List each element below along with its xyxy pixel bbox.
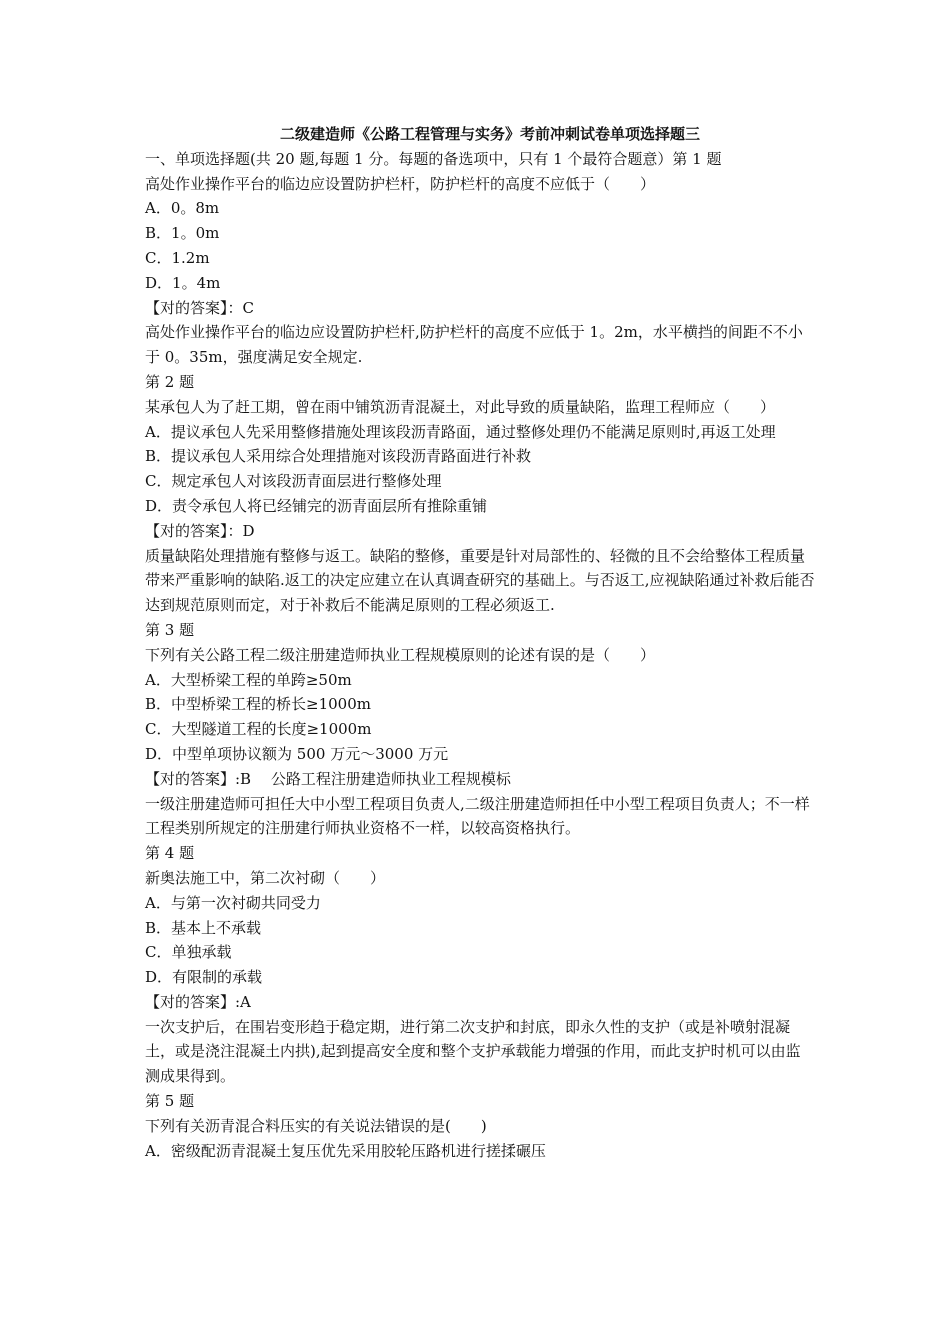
text-line: D．有限制的承载 (145, 968, 263, 987)
text-line: D．责令承包人将已经铺完的沥青面层所有推除重铺 (145, 496, 488, 515)
text-line: C．规定承包人对该段沥青面层进行整修处理 (145, 472, 442, 491)
text-line: 【对的答案】：D (145, 521, 255, 540)
text-line: 质量缺陷处理措施有整修与返工。缺陷的整修，重要是针对局部性的、轻微的且不会给整体工程质量带来严重影响的缺陷.返工的决定应建立在认真调查研究的基础上。与否返工,应视缺陷通过补救后能否达到规范原则而定，对于补救后不能满足原则的工程必须返工. (145, 546, 815, 615)
text-line: B．中型桥梁工程的桥长≥1000m (145, 695, 371, 714)
text-line: C．1.2m (145, 248, 210, 267)
text-line: C．大型隧道工程的长度≥1000m (145, 720, 372, 739)
text-line: A．与第一次衬砌共同受力 (145, 893, 321, 912)
text-line: B．基本上不承载 (145, 918, 262, 937)
document-lines (145, 147, 815, 1164)
text-line: 新奥法施工中，第二次衬砌（ ） (145, 868, 386, 887)
text-line: A．大型桥梁工程的单跨≥50m (145, 670, 352, 689)
text-line: 一级注册建造师可担任大中小型工程项目负责人,二级注册建造师担任中小型工程项目负责人；不一样工程类别所规定的注册建行师执业资格不一样，以较高资格执行。 (145, 794, 810, 838)
text-line: B．提议承包人采用综合处理措施对该段沥青路面进行补救 (145, 447, 532, 466)
text-line: B．1。0m (145, 224, 220, 243)
document-body (145, 122, 815, 1163)
text-line: A．0。8m (145, 199, 220, 218)
text-line: 一、单项选择题(共 20 题,每题 1 分。每题的备选项中，只有 1 个最符合题意）第 1 题 (145, 149, 722, 168)
text-line: 第 5 题 (145, 1092, 195, 1111)
text-line: 【对的答案】:B 公路工程注册建造师执业工程规模标 (145, 769, 511, 788)
document-title: 二级建造师《公路工程管理与实务》考前冲刺试卷单项选择题三 (279, 125, 700, 143)
text-line: A．提议承包人先采用整修措施处理该段沥青路面，通过整修处理仍不能满足原则时,再返工处理 (145, 422, 776, 441)
text-line: 第 4 题 (145, 844, 195, 863)
text-line: C．单独承载 (145, 943, 232, 962)
text-line: 第 2 题 (145, 372, 195, 391)
text-line: 一次支护后，在围岩变形趋于稳定期，进行第二次支护和封底，即永久性的支护（或是补喷射混凝土，或是浇注混凝土内拱),起到提高安全度和整个支护承载能力增强的作用，而此支护时机可以由监测成果得到。 (145, 1017, 801, 1086)
text-line: D．1。4m (145, 273, 221, 292)
text-line: D．中型单项协议额为 500 万元～3000 万元 (145, 744, 449, 763)
text-line: 高处作业操作平台的临边应设置防护栏杆,防护栏杆的高度不应低于 1。2m，水平横挡的间距不不小于 0。35m，强度满足安全规定. (145, 323, 803, 367)
text-line: 高处作业操作平台的临边应设置防护栏杆，防护栏杆的高度不应低于（ ） (145, 174, 656, 193)
text-line: 下列有关沥青混合料压实的有关说法错误的是( ) (145, 1116, 487, 1135)
text-line: 下列有关公路工程二级注册建造师执业工程规模原则的论述有误的是（ ） (145, 645, 656, 664)
text-line: 【对的答案】：C (145, 298, 254, 317)
text-line: 【对的答案】:A (145, 992, 251, 1011)
text-line: A．密级配沥青混凝土复压优先采用胶轮压路机进行搓揉碾压 (145, 1141, 546, 1160)
text-line: 第 3 题 (145, 620, 195, 639)
text-line: 某承包人为了赶工期，曾在雨中铺筑沥青混凝土，对此导致的质量缺陷，监理工程师应（ ） (145, 397, 776, 416)
